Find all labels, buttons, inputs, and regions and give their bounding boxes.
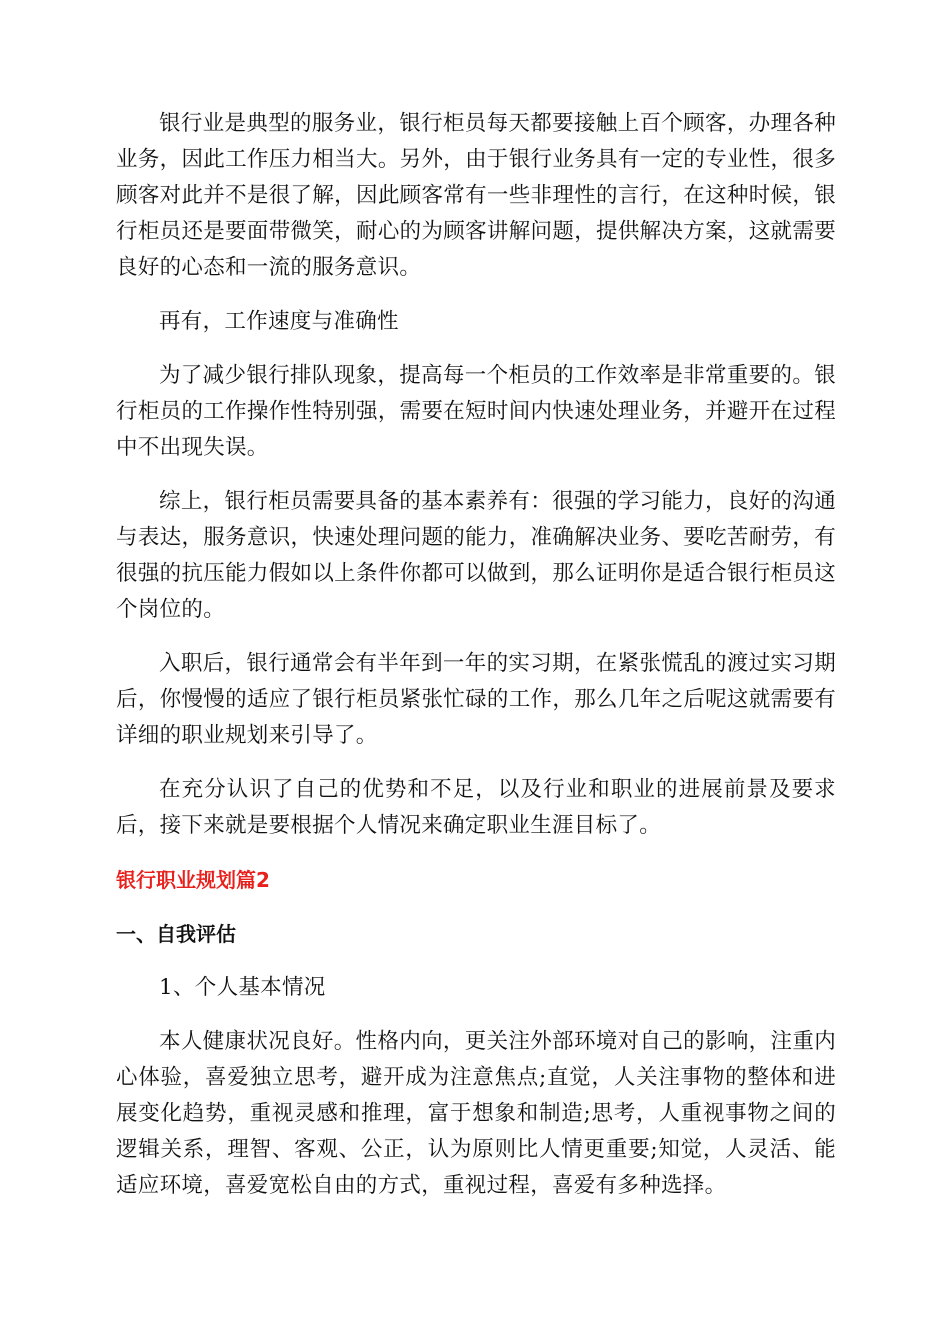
- document-page: [116, 106, 836, 1204]
- paragraph-summary: 综上，银行柜员需要具备的基本素养有：很强的学习能力，良好的沟通与表达，服务意识，快速处理问题的能力，准确解决业务、要吃苦耐劳，有很强的抗压能力假如以上条件你都可以做到，那么证明你是适合银行柜员这个岗位的。: [116, 489, 836, 622]
- paragraph-service-industry: 银行业是典型的服务业，银行柜员每天都要接触上百个顾客，办理各种业务，因此工作压力相当大。另外，由于银行业务具有一定的专业性，很多顾客对此并不是很了解，因此顾客常有一些非理性的言行，在这种时候，银行柜员还是要面带微笑，耐心的为顾客讲解问题，提供解决方案，这就需要良好的心态和一流的服务意识。: [116, 111, 836, 280]
- sub-item-personal-info: 1、个人基本情况: [159, 975, 326, 1000]
- paragraph-internship: 入职后，银行通常会有半年到一年的实习期，在紧张慌乱的渡过实习期后，你慢慢的适应了银行柜员紧张忙碌的工作，那么几年之后呢这就需要有详细的职业规划来引导了。: [116, 651, 836, 748]
- paragraph-speed-accuracy: 再有，工作速度与准确性: [159, 309, 399, 334]
- paragraph-goal: 在充分认识了自己的优势和不足，以及行业和职业的进展前景及要求后，接下来就是要根据个人情况来确定职业生涯目标了。: [116, 777, 836, 838]
- section-title: 银行职业规划篇2: [116, 868, 270, 892]
- subheading-self-assessment: 一、自我评估: [116, 922, 236, 946]
- paragraph-personal-description: 本人健康状况良好。性格内向，更关注外部环境对自己的影响，注重内心体验，喜爱独立思考，避开成为注意焦点;直觉，人关注事物的整体和进展变化趋势，重视灵感和推理，富于想象和制造;思考，人重视事物之间的逻辑关系，理智、客观、公正，认为原则比人情更重要;知觉，人灵活、能适应环境，喜爱宽松自由的方式，重视过程，喜爱有多种选择。: [116, 1029, 836, 1198]
- paragraph-efficiency: 为了减少银行排队现象，提高每一个柜员的工作效率是非常重要的。银行柜员的工作操作性特别强，需要在短时间内快速处理业务，并避开在过程中不出现失误。: [116, 363, 836, 460]
